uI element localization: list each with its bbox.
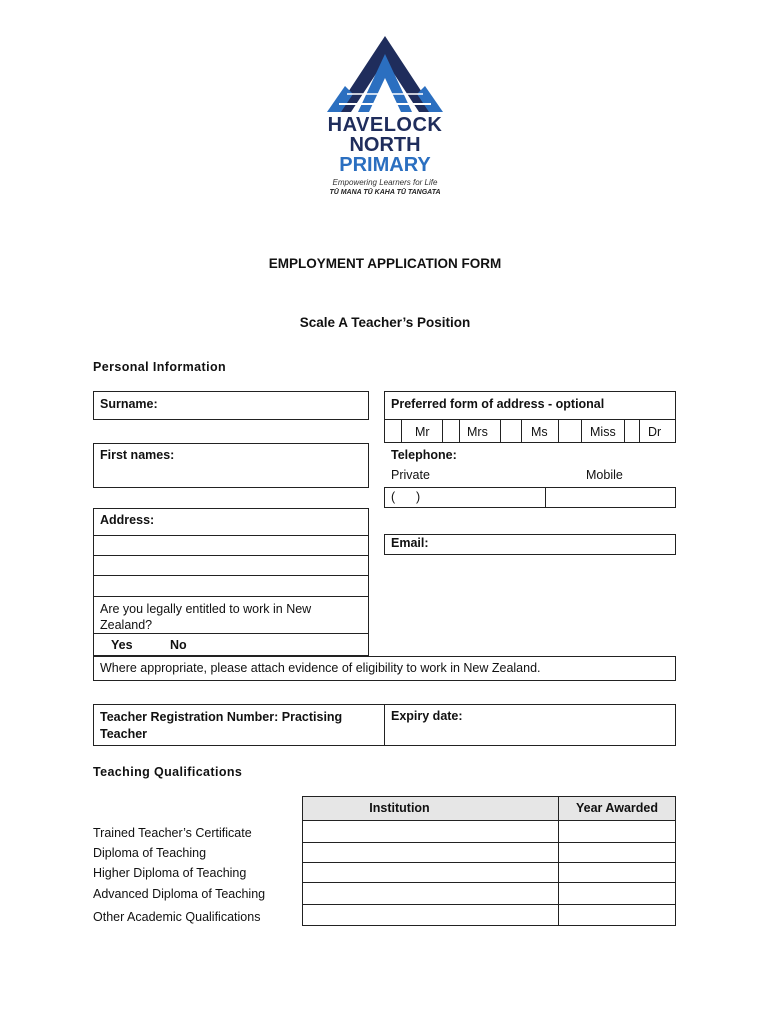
- evidence-note: Where appropriate, please attach evidence of eligibility to work in New Zealand.: [100, 661, 541, 675]
- checkbox-dr[interactable]: [624, 419, 640, 443]
- first-names-label: First names:: [100, 448, 175, 462]
- qualification-row-label: Other Academic Qualifications: [93, 910, 261, 924]
- institution-cell[interactable]: [303, 863, 557, 881]
- year-cell[interactable]: [560, 905, 675, 925]
- personal-info-heading: Personal Information: [93, 360, 227, 374]
- expiry-date-label: Expiry date:: [391, 709, 463, 723]
- checkbox-ms[interactable]: [500, 419, 522, 443]
- school-logo: [315, 34, 455, 204]
- checkbox-miss[interactable]: [558, 419, 582, 443]
- mobile-label: Mobile: [586, 468, 623, 482]
- year-column-label: Year Awarded: [576, 801, 658, 815]
- telephone-label: Telephone:: [391, 448, 457, 462]
- qualification-row-label: Advanced Diploma of Teaching: [93, 887, 266, 901]
- title-dr: Dr: [648, 425, 662, 439]
- title-miss: Miss: [590, 425, 616, 439]
- title-mrs: Mrs: [467, 425, 488, 439]
- title-ms: Ms: [531, 425, 548, 439]
- institution-column-label: Institution: [369, 801, 430, 815]
- address-label: Address:: [100, 513, 155, 527]
- year-cell[interactable]: [560, 821, 675, 841]
- institution-cell[interactable]: [303, 843, 557, 861]
- qualifications-heading: Teaching Qualifications: [93, 765, 243, 779]
- year-cell[interactable]: [560, 843, 675, 861]
- email-label: Email:: [391, 536, 429, 550]
- position-title: Scale A Teacher’s Position: [299, 315, 471, 330]
- qualification-row-label: Higher Diploma of Teaching: [93, 866, 247, 880]
- phone-prefix: ( ): [391, 490, 421, 504]
- private-label: Private: [391, 468, 430, 482]
- institution-cell[interactable]: [303, 883, 557, 903]
- mobile-phone-field[interactable]: [545, 487, 676, 508]
- logo-tagline: Empowering Learners for Life: [332, 178, 438, 187]
- logo-line-1: HAVELOCK: [327, 114, 443, 136]
- preferred-address-label: Preferred form of address - optional: [391, 397, 605, 411]
- form-title: EMPLOYMENT APPLICATION FORM: [268, 256, 502, 271]
- year-cell[interactable]: [560, 883, 675, 903]
- entitled-question: Are you legally entitled to work in New Zealand?: [100, 602, 312, 632]
- institution-cell[interactable]: [303, 821, 557, 841]
- mountain-logo-icon: [315, 34, 455, 114]
- surname-label: Surname:: [100, 397, 158, 411]
- logo-line-3: PRIMARY: [339, 154, 431, 176]
- year-cell[interactable]: [560, 863, 675, 881]
- yes-option[interactable]: Yes: [111, 638, 133, 652]
- institution-cell[interactable]: [303, 905, 557, 925]
- logo-motto: TŪ MANA TŪ KAHA TŪ TANGATA: [329, 189, 441, 196]
- title-mr: Mr: [415, 425, 430, 439]
- no-option[interactable]: No: [170, 638, 187, 652]
- registration-number-label: Teacher Registration Number: Practising Teacher: [100, 710, 343, 741]
- checkbox-mrs[interactable]: [442, 419, 460, 443]
- qualification-row-label: Diploma of Teaching: [93, 846, 207, 860]
- qualification-row-label: Trained Teacher’s Certificate: [93, 826, 252, 840]
- checkbox-mr[interactable]: [384, 419, 402, 443]
- logo-line-2: NORTH: [349, 134, 421, 156]
